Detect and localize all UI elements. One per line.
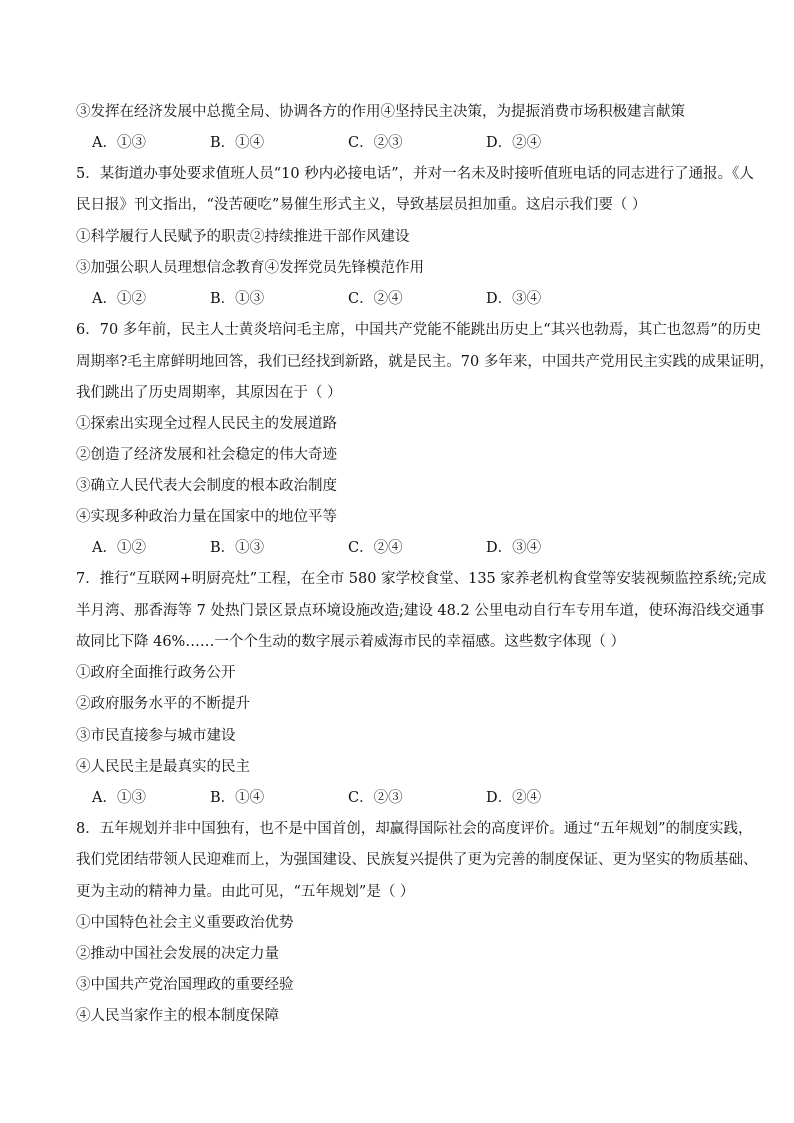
q6-stem-line-1: 6．70 多年前，民主人士黄炎培问毛主席，中国共产党能不能跳出历史上“其兴也勃焉，其亡也忽焉”的历史 — [76, 322, 762, 338]
q7-option-a: A．①③ — [92, 790, 146, 806]
q6-option-c: C．②④ — [348, 540, 403, 556]
q6-item-2: ②创造了经济发展和社会稳定的伟大奇迹 — [76, 447, 337, 463]
q4-option-c: C．②③ — [348, 135, 403, 151]
q5-option-c: C．②④ — [348, 291, 403, 307]
q5-item-line-2: ③加强公职人员理想信念教育④发挥党员先锋模范作用 — [76, 260, 424, 276]
q8-item-2: ②推动中国社会发展的决定力量 — [76, 946, 279, 962]
q6-item-1: ①探索出实现全过程人民民主的发展道路 — [76, 416, 337, 432]
q7-option-c: C．②③ — [348, 790, 403, 806]
q7-stem-line-2: 半月湾、那香海等 7 处热门景区景点环境设施改造;建设 48.2 公里电动自行车专用车道，使环海沿线交通事 — [76, 603, 765, 619]
q4-option-d: D．②④ — [486, 135, 542, 151]
q7-item-3: ③市民直接参与城市建设 — [76, 728, 236, 744]
q4-item-line: ③发挥在经济发展中总揽全局、协调各方的作用④坚持民主决策，为提振消费市场积极建言献策 — [76, 104, 685, 120]
q5-item-line-1: ①科学履行人民赋予的职责②持续推进干部作风建设 — [76, 229, 410, 245]
q6-item-3: ③确立人民代表大会制度的根本政治制度 — [76, 478, 337, 494]
q5-option-d: D．③④ — [486, 291, 542, 307]
q8-item-1: ①中国特色社会主义重要政治优势 — [76, 915, 294, 931]
q7-item-4: ④人民民主是最真实的民主 — [76, 759, 250, 775]
q6-option-d: D．③④ — [486, 540, 542, 556]
q5-option-a: A．①② — [92, 291, 146, 307]
q6-item-4: ④实现多种政治力量在国家中的地位平等 — [76, 509, 337, 525]
q7-option-b: B．①④ — [210, 790, 265, 806]
q8-stem-line-1: 8．五年规划并非中国独有，也不是中国首创，却赢得国际社会的高度评价。通过“五年规划”的制度实践， — [76, 821, 753, 837]
q6-option-b: B．①③ — [210, 540, 265, 556]
q5-stem-line-2: 民日报》刊文指出，“没苦硬吃”易催生形式主义，导致基层员担加重。这启示我们要（ ） — [76, 197, 647, 213]
q8-item-4: ④人民当家作主的根本制度保障 — [76, 1008, 279, 1024]
q8-stem-line-2: 我们党团结带领人民迎难而上，为强国建设、民族复兴提供了更为完善的制度保证、更为坚实的物质基础、 — [76, 852, 758, 868]
q7-item-1: ①政府全面推行政务公开 — [76, 665, 236, 681]
q6-option-a: A．①② — [92, 540, 146, 556]
q7-option-d: D．②④ — [486, 790, 542, 806]
q5-stem-line-1: 5．某街道办事处要求值班人员“10 秒内必接电话”，并对一名未及时接听值班电话的同志进行了通报。《人 — [76, 166, 754, 182]
q7-stem-line-3: 故同比下降 46%……一个个生动的数字展示着威海市民的幸福感。这些数字体现（ ） — [76, 634, 625, 650]
q6-stem-line-2: 周期率?毛主席鲜明地回答，我们已经找到新路，就是民主。70 多年来，中国共产党用民主实践的成果证明， — [76, 354, 774, 370]
q4-option-b: B．①④ — [210, 135, 265, 151]
q7-item-2: ②政府服务水平的不断提升 — [76, 696, 250, 712]
q4-option-a: A．①③ — [92, 135, 146, 151]
q8-stem-line-3: 更为主动的精神力量。由此可见，“五年规划”是（ ） — [76, 884, 415, 900]
q6-stem-line-3: 我们跳出了历史周期率，其原因在于（ ） — [76, 385, 342, 401]
q7-stem-line-1: 7．推行“互联网+明厨亮灶”工程，在全市 580 家学校食堂、135 家养老机构食堂等安装视频监控系统;完成 — [76, 571, 767, 587]
q5-option-b: B．①③ — [210, 291, 265, 307]
q8-item-3: ③中国共产党治国理政的重要经验 — [76, 977, 294, 993]
